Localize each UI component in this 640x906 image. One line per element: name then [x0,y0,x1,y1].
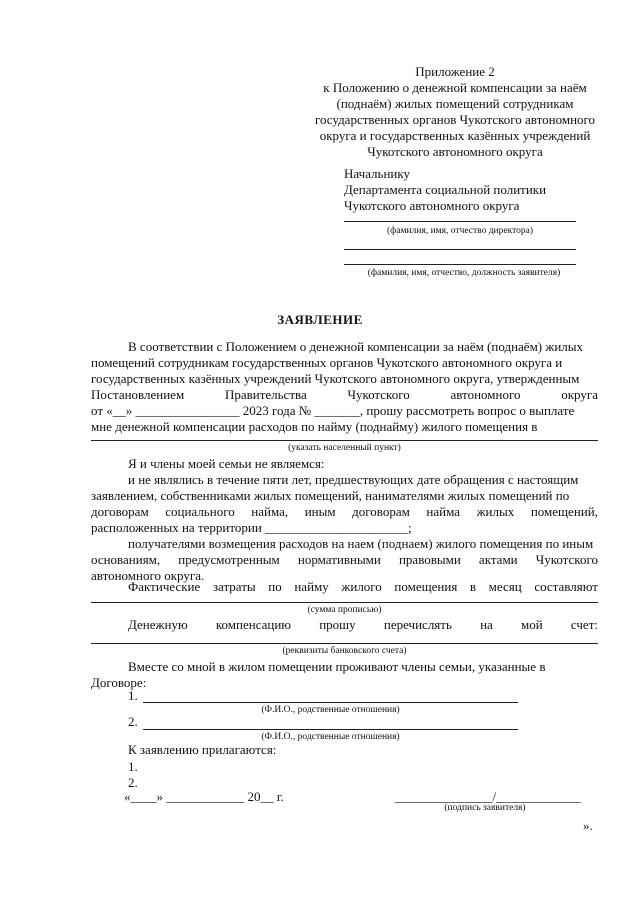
appendix-line-6: Чукотского автономного округа [367,144,543,159]
p1-line-5: от «__» ________________ 2023 года № _______, прошу рассмотреть вопрос о выплате [91,403,575,418]
p2-line: Я и члены моей семьи не являемся: [128,456,325,471]
caption-locality: (указать населенный пункт) [288,443,401,453]
locality-line[interactable] [91,440,598,441]
bank-details-line[interactable] [91,643,598,644]
p7-line-2: Договоре: [91,675,147,690]
closing-mark: ». [583,818,593,833]
signature-field[interactable]: _______________/_____________ [395,789,581,804]
caption-member-2: (Ф.И.О., родственные отношения) [261,732,400,742]
p5-line: Фактические затраты по найму жилого помещения в месяц составляют [128,579,598,594]
addressee-line-2: Департамента социальной политики [344,182,547,197]
p4-line-3: автономного округа. [91,568,205,583]
appendix-line-3: (поднаём) жилых помещений сотрудникам [336,96,574,111]
p4-line-1: получателями возмещения расходов на наем (поднаем) жилого помещения по иным [128,536,594,551]
p1-line-2: помещений сотрудникам государственных органов Чукотского автономного округа и [91,355,563,370]
applicant-name-line-2[interactable] [344,264,576,265]
p1-line-6: мне денежной компенсации расходов по найму (поднайму) жилого помещения в [91,419,538,434]
caption-sum: (сумма прописью) [307,605,382,615]
page-title: ЗАЯВЛЕНИЕ [277,312,363,327]
caption-signature: (подпись заявителя) [444,803,526,813]
attachments-title: К заявлению прилагаются: [128,742,277,757]
caption-director: (фамилия, имя, отчество директора) [387,226,533,236]
member-1-line[interactable] [143,702,518,703]
director-name-line[interactable] [344,221,576,222]
p3-line-4: расположенных на территории ______________________; [91,520,412,535]
p4-line-2: основаниям, предусмотренным нормативными правовыми актами Чукотского [91,552,598,567]
p3-line-1: и не являлись в течение пяти лет, предшествующих дате обращения с настоящим [128,472,579,487]
appendix-line-5: округа и государственных казённых учреждений [319,128,591,143]
addressee-line-3: Чукотского автономного округа [344,198,520,213]
caption-bank: (реквизиты банковского счета) [282,646,407,656]
appendix-line-4: государственных органов Чукотского автономного [314,112,596,127]
addressee-line-1: Начальнику [344,166,411,181]
appendix-line-2: к Положению о денежной компенсации за наём [323,80,587,95]
applicant-name-line-1[interactable] [344,249,576,250]
date-field[interactable]: «____» ____________ 20__ г. [124,789,284,804]
member-1-number: 1. [128,688,138,703]
caption-applicant: (фамилия, имя, отчество, должность заявителя) [367,268,561,278]
p1-line-4: Постановлением Правительства Чукотского автономного округа [91,387,598,402]
p1-line-1: В соответствии с Положением о денежной компенсации за наём (поднаём) жилых [128,339,584,354]
p3-line-3: договорам социального найма, иным договорам найма жилых помещений, [91,504,598,519]
attachment-1: 1. [128,759,138,774]
p1-line-3: государственных казённых учреждений Чукотского автономного округа, утвержденным [91,371,580,386]
p6-line: Денежную компенсацию прошу перечислять на мой счет: [128,617,598,632]
appendix-line-1: Приложение 2 [415,64,495,79]
p7-line-1: Вместе со мной в жилом помещении проживают члены семьи, указанные в [128,659,546,674]
p3-line-2: заявлением, собственниками жилых помещений, нанимателями жилых помещений по [91,488,570,503]
caption-member-1: (Ф.И.О., родственные отношения) [261,705,400,715]
sum-line[interactable] [91,602,598,603]
member-2-line[interactable] [143,729,518,730]
attachment-2: 2. [128,775,138,790]
member-2-number: 2. [128,714,138,729]
